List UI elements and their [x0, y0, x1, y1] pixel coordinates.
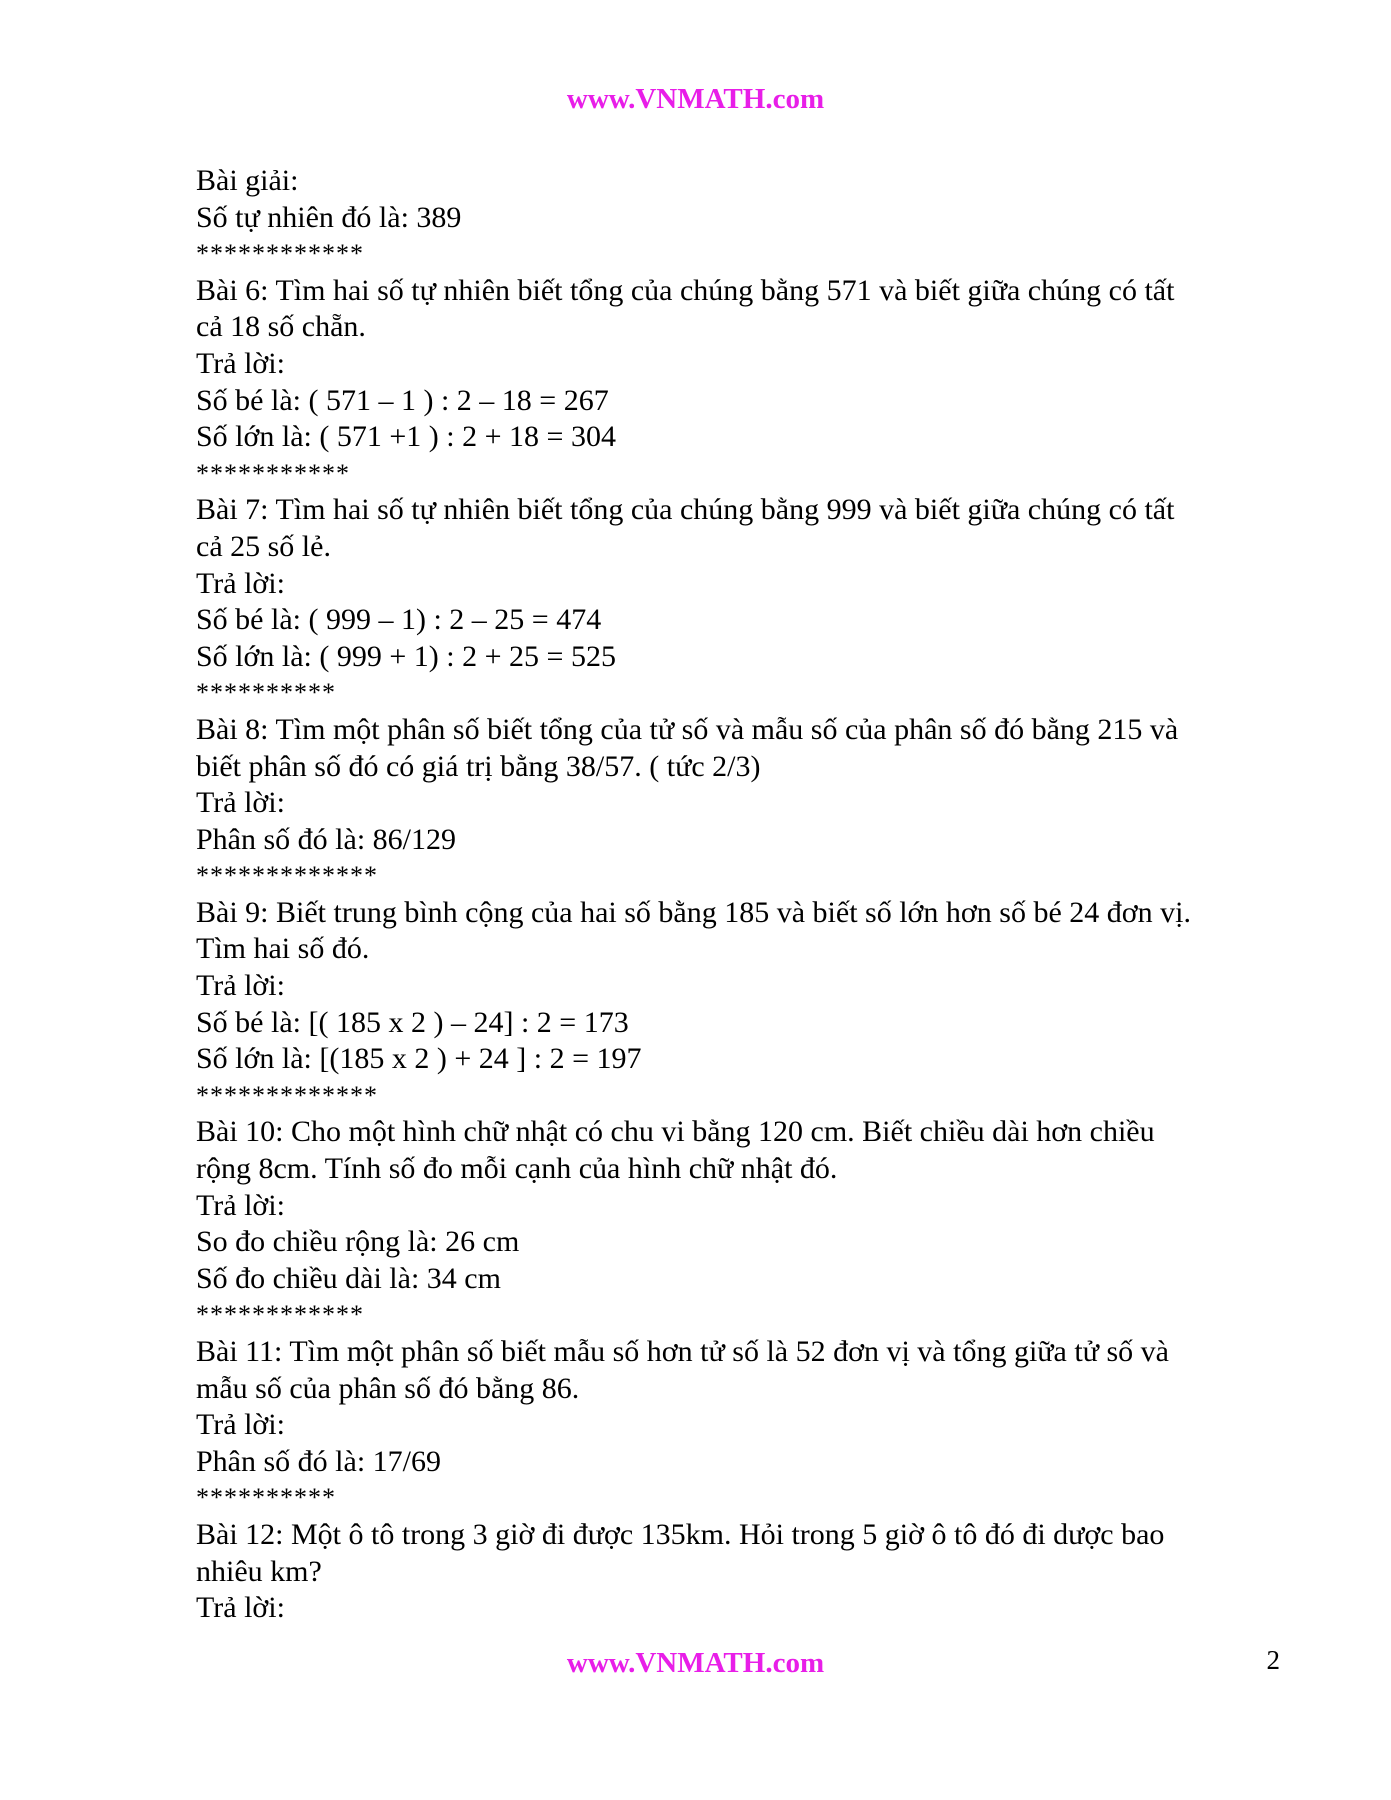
- answer-label: Trả lời:: [196, 1408, 285, 1442]
- separator: ************: [196, 1300, 364, 1330]
- answer-label: Trả lời:: [196, 346, 285, 380]
- text-line: nhiêu km?: [196, 1554, 322, 1588]
- text-line: cả 18 số chẵn.: [196, 310, 366, 344]
- answer-label: Trả lời:: [196, 1591, 285, 1625]
- separator: ************: [196, 239, 364, 269]
- problem-7-title: Bài 7: Tìm hai số tự nhiên biết tổng của chúng bằng 999 và biết giữa chúng có tất: [196, 493, 1175, 527]
- text-line: Số bé là: ( 571 – 1 ) : 2 – 18 = 267: [196, 383, 609, 417]
- separator: *************: [196, 861, 378, 891]
- text-line: rộng 8cm. Tính số đo mỗi cạnh của hình chữ nhật đó.: [196, 1152, 838, 1186]
- text-line: Số lớn là: [(185 x 2 ) + 24 ] : 2 = 197: [196, 1042, 642, 1076]
- page-number: 2: [1266, 1645, 1280, 1675]
- problem-11-title: Bài 11: Tìm một phân số biết mẫu số hơn tử số là 52 đơn vị và tổng giữa tử số và: [196, 1335, 1169, 1368]
- text-line: Số đo chiều dài là: 34 cm: [196, 1261, 501, 1295]
- problem-8-title: Bài 8: Tìm một phân số biết tổng của tử số và mẫu số của phân số đó bằng 215 và: [196, 712, 1179, 746]
- text-line: Số tự nhiên đó là: 389: [196, 200, 462, 234]
- problem-10-title: Bài 10: Cho một hình chữ nhật có chu vi bằng 120 cm. Biết chiều dài hơn chiều: [196, 1115, 1155, 1149]
- text-line: Tìm hai số đó.: [196, 932, 370, 966]
- answer-label: Trả lời:: [196, 969, 285, 1003]
- text-line: Số bé là: ( 999 – 1) : 2 – 25 = 474: [196, 603, 602, 637]
- text-line: Phân số đó là: 17/69: [196, 1444, 441, 1478]
- text-line: biết phân số đó có giá trị bằng 38/57. ( tức 2/3): [196, 749, 761, 783]
- answer-label: Trả lời:: [196, 786, 285, 820]
- text-line: cả 25 số lẻ.: [196, 529, 331, 563]
- text-line: mẫu số của phân số đó bằng 86.: [196, 1371, 580, 1405]
- header-site-link[interactable]: www.VNMATH.com: [566, 83, 825, 115]
- text-line: Số lớn là: ( 571 +1 ) : 2 + 18 = 304: [196, 420, 616, 454]
- separator: ***********: [196, 458, 350, 488]
- page-footer: [0, 1647, 1391, 1680]
- problem-9-title: Bài 9: Biết trung bình cộng của hai số bằng 185 và biết số lớn hơn số bé 24 đơn vị.: [196, 895, 1191, 929]
- page-header: [0, 83, 1391, 116]
- document-body: [196, 163, 1256, 1627]
- problem-12-title: Bài 12: Một ô tô trong 3 giờ đi được 135km. Hỏi trong 5 giờ ô tô đó đi dược bao: [196, 1517, 1165, 1551]
- answer-label: Trả lời:: [196, 1188, 285, 1222]
- text-line: Số lớn là: ( 999 + 1) : 2 + 25 = 525: [196, 639, 616, 673]
- problem-6-title: Bài 6: Tìm hai số tự nhiên biết tổng của chúng bằng 571 và biết giữa chúng có tất: [196, 273, 1175, 307]
- text-line: Phân số đó là: 86/129: [196, 822, 456, 856]
- separator: **********: [196, 1483, 336, 1513]
- text-line: Số bé là: [( 185 x 2 ) – 24] : 2 = 173: [196, 1005, 629, 1039]
- answer-label: Trả lời:: [196, 566, 285, 600]
- separator: *************: [196, 1080, 378, 1110]
- footer-site-link[interactable]: www.VNMATH.com: [566, 1647, 825, 1679]
- separator: **********: [196, 678, 336, 708]
- text-line: Bài giải:: [196, 164, 299, 197]
- text-line: So đo chiều rộng là: 26 cm: [196, 1225, 520, 1259]
